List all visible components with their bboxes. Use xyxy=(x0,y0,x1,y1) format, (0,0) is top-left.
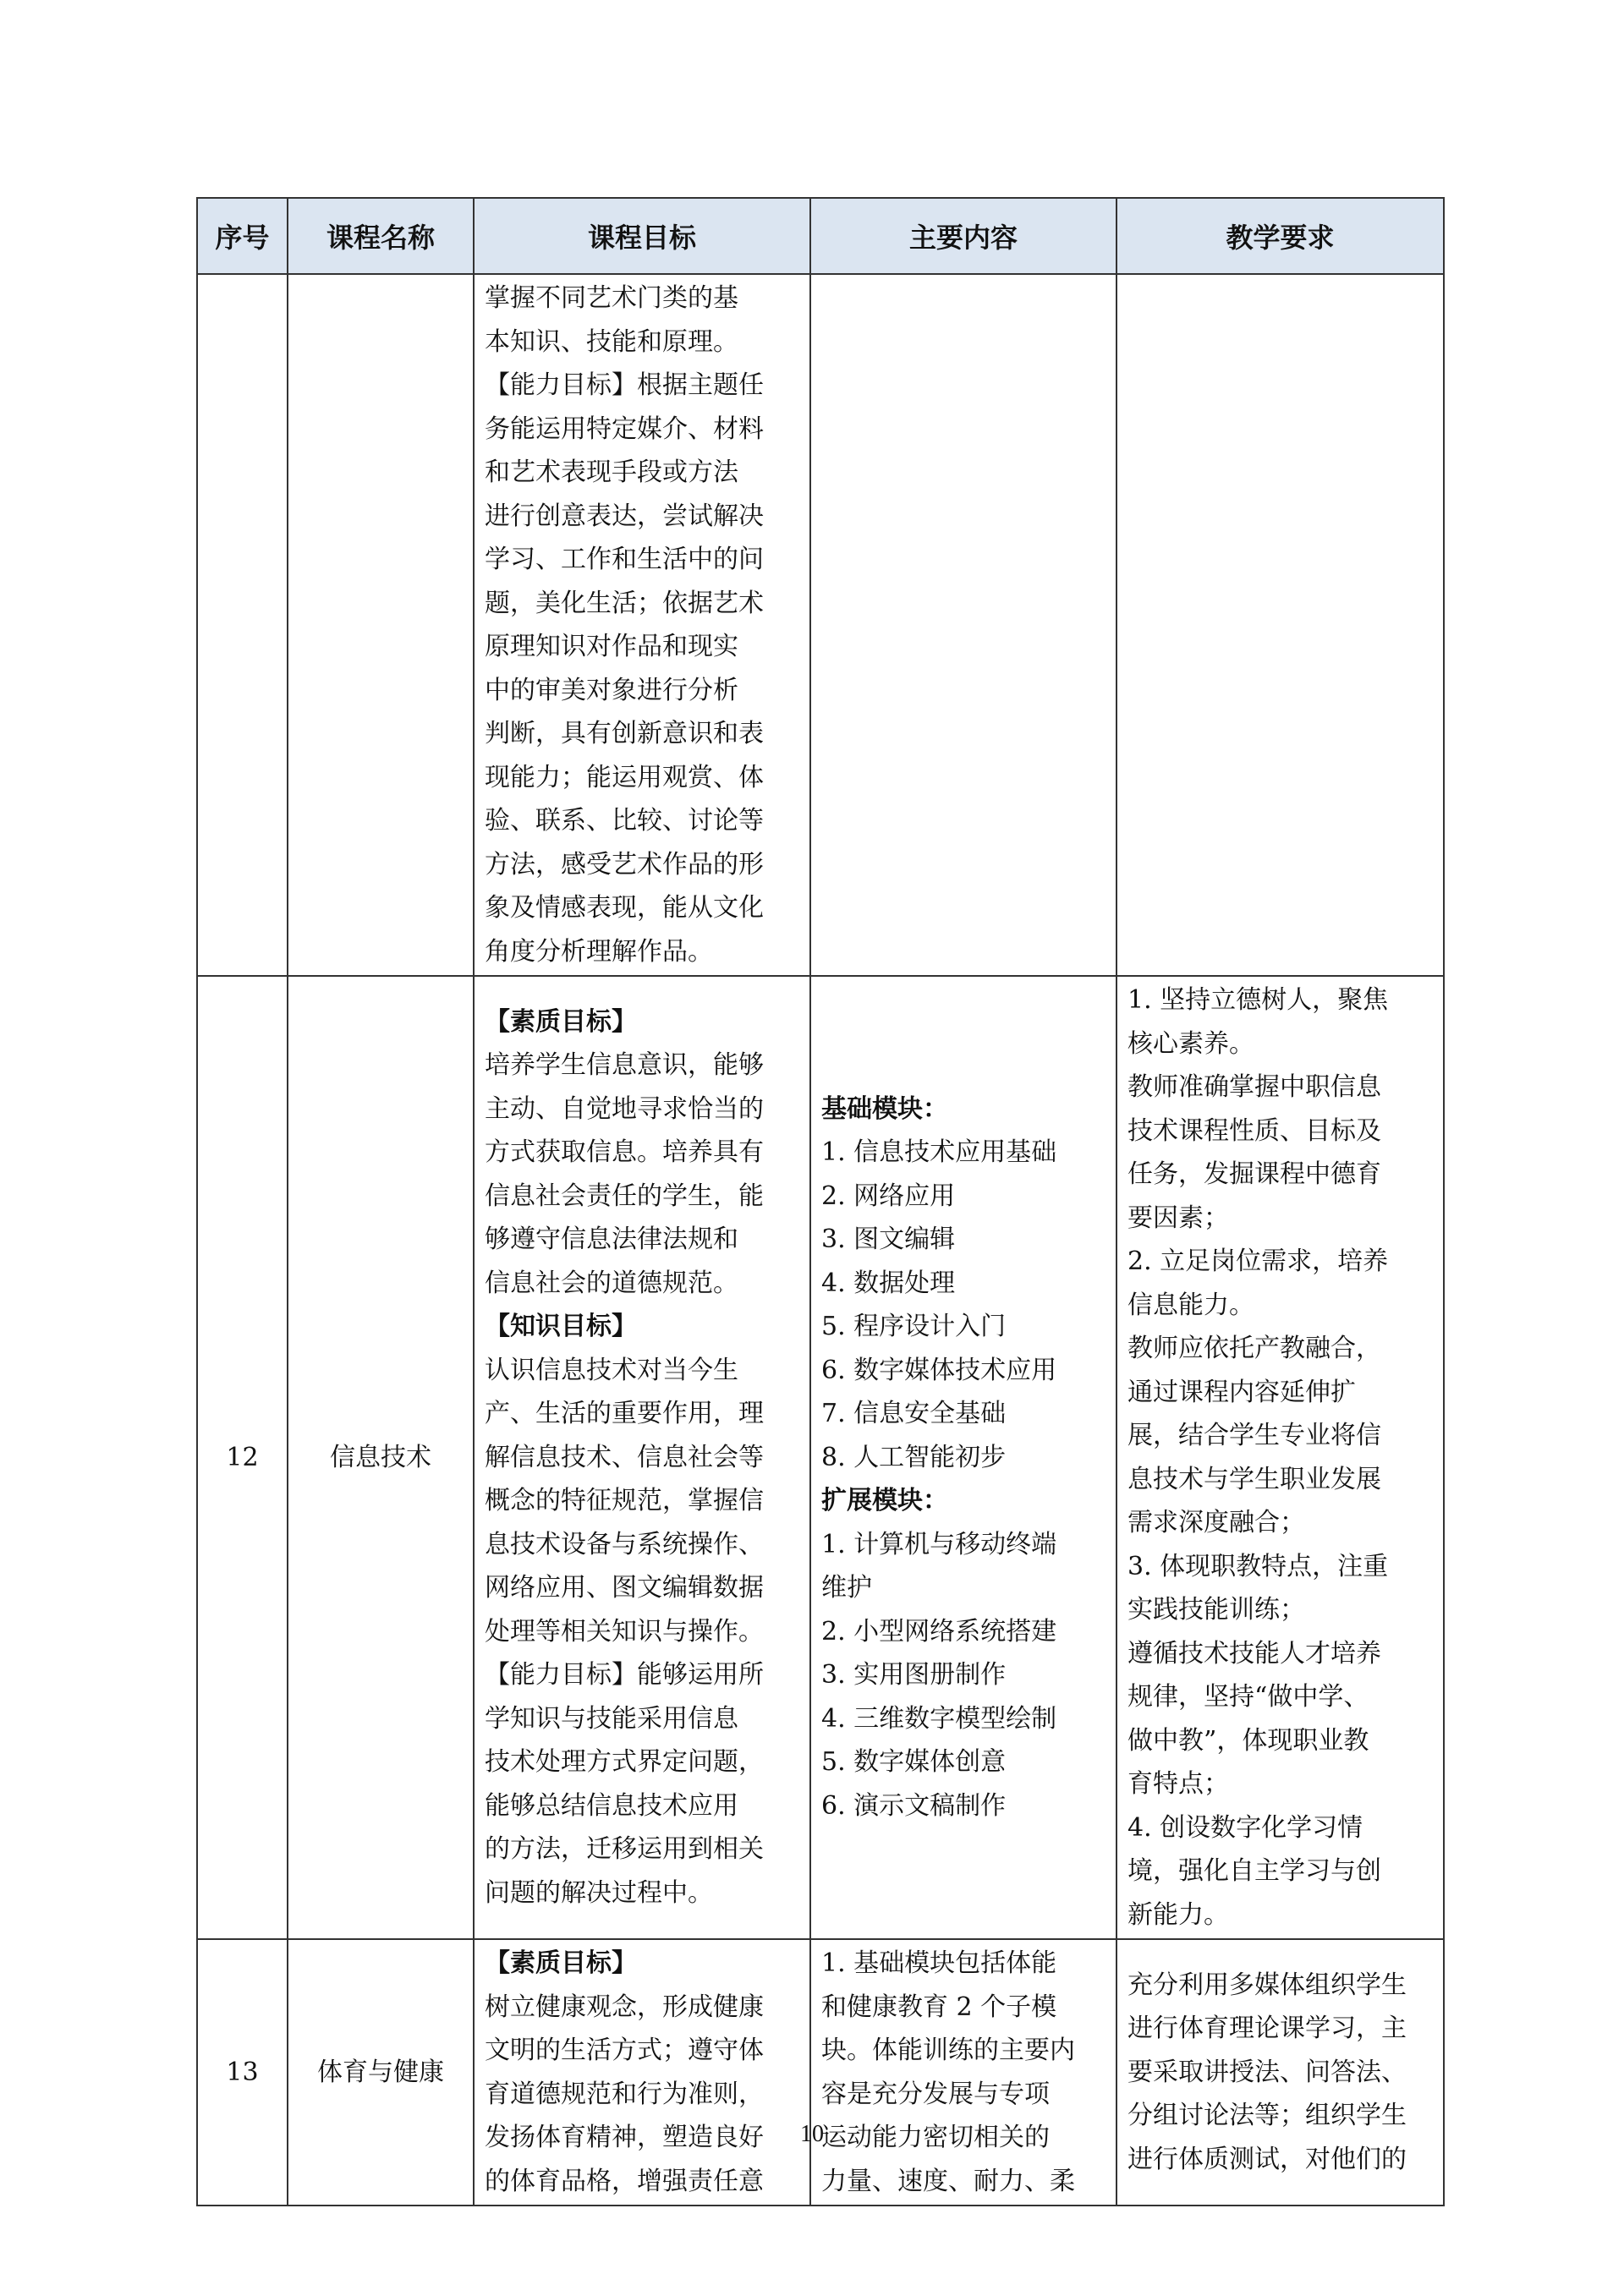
teaching-requirements-cell xyxy=(1116,274,1444,976)
cell-line: 中的审美对象进行分析 xyxy=(485,675,738,705)
cell-line: 学习、工作和生活中的问 xyxy=(485,545,764,574)
cell-line: 5. 数字媒体创意 xyxy=(821,1747,1007,1778)
cell-line: 育特点； xyxy=(1127,1769,1229,1799)
cell-line: 象及情感表现，能从文化 xyxy=(485,893,764,923)
cell-line: 块。体能训练的主要内 xyxy=(821,2036,1075,2065)
cell-line: 要采取讲授法、问答法、 xyxy=(1127,2057,1407,2087)
cell-line: 验、联系、比较、讨论等 xyxy=(485,806,764,836)
cell-line: 能够总结信息技术应用 xyxy=(485,1790,738,1821)
cell-line: 判断，具有创新意识和表 xyxy=(485,719,764,748)
cell-line: 方式获取信息。培养具有 xyxy=(485,1137,764,1168)
cell-line: 处理等相关知识与操作。 xyxy=(485,1616,764,1647)
cell-line: 3. 图文编辑 xyxy=(821,1225,956,1255)
cell-line: 信息社会的道德规范。 xyxy=(485,1268,738,1298)
cell-line: 扩展模块： xyxy=(821,1486,948,1516)
cell-line: 文明的生活方式；遵守体 xyxy=(485,2036,764,2065)
cell-line: 【能力目标】能够运用所 xyxy=(485,1660,764,1690)
cell-line: 实践技能训练； xyxy=(1127,1595,1305,1625)
cell-line: 网络应用、图文编辑数据 xyxy=(485,1573,764,1603)
cell-line: 和艺术表现手段或方法 xyxy=(485,458,738,487)
cell-line: 掌握不同艺术门类的基 xyxy=(485,283,738,313)
cell-line: 2. 网络应用 xyxy=(821,1181,956,1211)
cell-line: 信息社会责任的学生，能 xyxy=(485,1181,764,1211)
teaching-requirements-cell xyxy=(1116,976,1444,1939)
cell-line: 充分利用多媒体组织学生 xyxy=(1127,1970,1407,2000)
cell-line: 原理知识对作品和现实 xyxy=(485,632,738,661)
cell-line: 教师应依托产教融合， xyxy=(1127,1334,1381,1363)
header-course-name: 课程名称 xyxy=(288,198,474,274)
cell-line: 认识信息技术对当今生 xyxy=(485,1355,738,1385)
table-header-row xyxy=(197,198,1444,274)
row-number-cell: 13 xyxy=(197,1939,288,2206)
cell-line: 的方法，迁移运用到相关 xyxy=(485,1834,764,1865)
cell-line: 技术处理方式界定问题， xyxy=(485,1747,764,1778)
teaching-requirements-cell xyxy=(1116,1939,1444,2206)
cell-line: 4. 创设数字化学习情 xyxy=(1127,1812,1363,1843)
cell-line: 树立健康观念，形成健康 xyxy=(485,1992,764,2022)
cell-line: 方法，感受艺术作品的形 xyxy=(485,849,764,879)
cell-line: 6. 数字媒体技术应用 xyxy=(821,1355,1057,1385)
cell-line: 任务，发掘课程中德育 xyxy=(1127,1159,1381,1189)
cell-line: 1. 坚持立德树人，聚焦 xyxy=(1127,985,1389,1015)
cell-line: 教师准确掌握中职信息 xyxy=(1127,1072,1381,1102)
course-goals-cell xyxy=(474,976,810,1939)
cell-line: 运动能力密切相关的 xyxy=(821,2123,1050,2152)
main-content-cell xyxy=(810,274,1116,976)
cell-line: 8. 人工智能初步 xyxy=(821,1442,1007,1472)
cell-line: 新能力。 xyxy=(1127,1899,1229,1930)
cell-line: 1. 计算机与移动终端 xyxy=(821,1529,1057,1559)
cell-line: 角度分析理解作品。 xyxy=(485,936,713,967)
cell-line: 概念的特征规范，掌握信 xyxy=(485,1486,764,1516)
cell-line: 1. 信息技术应用基础 xyxy=(821,1137,1057,1168)
cell-line: 3. 实用图册制作 xyxy=(821,1660,1007,1690)
cell-line: 信息能力。 xyxy=(1127,1290,1254,1320)
course-table xyxy=(196,197,1445,2206)
cell-line: 需求深度融合； xyxy=(1127,1508,1305,1537)
cell-line: 【能力目标】根据主题任 xyxy=(485,370,764,400)
header-main-content: 主要内容 xyxy=(810,198,1116,274)
cell-line: 的体育品格，增强责任意 xyxy=(485,2166,764,2196)
row-number-cell xyxy=(197,274,288,976)
cell-line: 学知识与技能采用信息 xyxy=(485,1703,738,1734)
cell-line: 要因素； xyxy=(1127,1203,1229,1233)
cell-line: 2. 小型网络系统搭建 xyxy=(821,1616,1057,1647)
cell-line: 息技术与学生职业发展 xyxy=(1127,1464,1381,1494)
cell-line: 6. 演示文稿制作 xyxy=(821,1790,1007,1821)
cell-line: 4. 三维数字模型绘制 xyxy=(821,1703,1057,1734)
main-content-cell xyxy=(810,1939,1116,2206)
cell-line: 现能力；能运用观赏、体 xyxy=(485,762,764,792)
cell-line: 分组讨论法等；组织学生 xyxy=(1127,2101,1407,2131)
cell-line: 维护 xyxy=(821,1573,872,1603)
cell-line: 题，美化生活；依据艺术 xyxy=(485,588,764,618)
cell-line: 技术课程性质、目标及 xyxy=(1127,1115,1381,1146)
cell-line: 展，结合学生专业将信 xyxy=(1127,1421,1381,1450)
cell-line: 【知识目标】 xyxy=(485,1312,637,1342)
cell-line: 境，强化自主学习与创 xyxy=(1127,1856,1381,1886)
cell-line: 产、生活的重要作用，理 xyxy=(485,1399,764,1429)
cell-line: 3. 体现职教特点，注重 xyxy=(1127,1551,1389,1581)
course-name-cell xyxy=(288,274,474,976)
cell-line: 本知识、技能和原理。 xyxy=(485,326,738,357)
cell-line: 力量、速度、耐力、柔 xyxy=(821,2166,1075,2196)
cell-line: 4. 数据处理 xyxy=(821,1268,956,1298)
course-name-cell: 体育与健康 xyxy=(288,1939,474,2206)
course-name-cell: 信息技术 xyxy=(288,976,474,1939)
cell-line: 培养学生信息意识，能够 xyxy=(485,1050,764,1081)
cell-line: 主动、自觉地寻求恰当的 xyxy=(485,1093,764,1124)
cell-line: 7. 信息安全基础 xyxy=(821,1399,1007,1429)
cell-line: 和健康教育 2 个子模 xyxy=(821,1992,1057,2022)
cell-line: 【素质目标】 xyxy=(485,1006,637,1037)
cell-line: 发扬体育精神，塑造良好 xyxy=(485,2123,764,2152)
cell-line: 进行体育理论课学习，主 xyxy=(1127,2014,1407,2044)
cell-line: 容是充分发展与专项 xyxy=(821,2079,1050,2109)
cell-line: 息技术设备与系统操作、 xyxy=(485,1529,764,1559)
cell-line: 【素质目标】 xyxy=(485,1948,637,1978)
row-number-cell: 12 xyxy=(197,976,288,1939)
main-content-cell xyxy=(810,976,1116,1939)
cell-line: 进行创意表达，尝试解决 xyxy=(485,501,764,531)
cell-line: 遵循技术技能人才培养 xyxy=(1127,1638,1381,1669)
cell-line: 做中教”，体现职业教 xyxy=(1127,1725,1369,1756)
cell-line: 进行体质测试，对他们的 xyxy=(1127,2144,1407,2174)
cell-line: 够遵守信息法律法规和 xyxy=(485,1225,738,1255)
cell-line: 2. 立足岗位需求，培养 xyxy=(1127,1247,1389,1276)
cell-line: 解信息技术、信息社会等 xyxy=(485,1442,764,1472)
table-row xyxy=(197,274,1444,976)
cell-line: 5. 程序设计入门 xyxy=(821,1312,1007,1342)
table-row xyxy=(197,976,1444,1939)
cell-line: 规律，坚持“做中学、 xyxy=(1127,1682,1369,1712)
page-number: 10 xyxy=(800,2121,824,2147)
cell-line: 务能运用特定媒介、材料 xyxy=(485,414,764,444)
cell-line: 1. 基础模块包括体能 xyxy=(821,1948,1057,1978)
course-goals-cell xyxy=(474,1939,810,2206)
course-goals-cell xyxy=(474,274,810,976)
cell-line: 通过课程内容延伸扩 xyxy=(1127,1377,1356,1407)
cell-line: 育道德规范和行为准则， xyxy=(485,2079,764,2109)
cell-line: 基础模块： xyxy=(821,1093,948,1124)
table-row xyxy=(197,1939,1444,2206)
cell-line: 问题的解决过程中。 xyxy=(485,1877,713,1908)
header-teaching-requirements: 教学要求 xyxy=(1116,198,1444,274)
cell-line: 核心素养。 xyxy=(1127,1028,1254,1059)
header-no: 序号 xyxy=(197,198,288,274)
header-course-goals: 课程目标 xyxy=(474,198,810,274)
